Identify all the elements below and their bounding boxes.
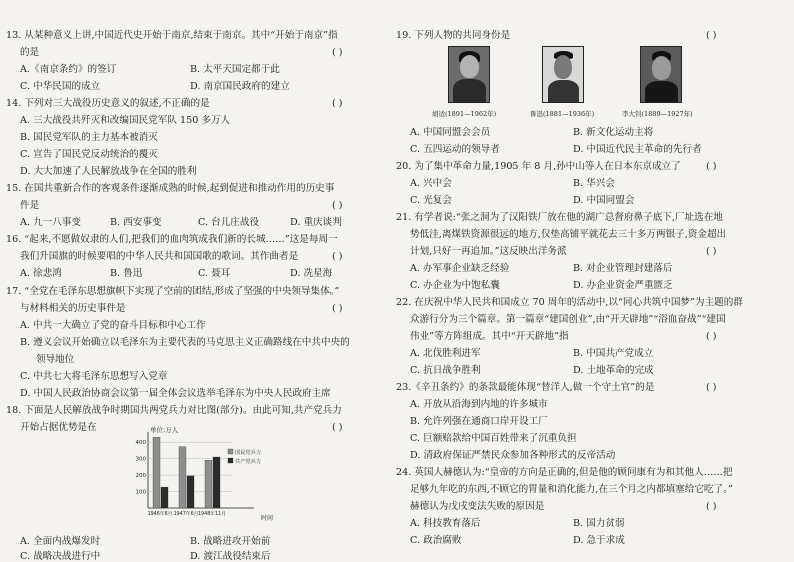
q20-answer-blank[interactable]: ( ): [706, 161, 717, 172]
q22-stem-line1: 22. 在庆祝中华人民共和国成立 70 周年的活动中,以“同心共筑中国梦”为主题的群: [396, 297, 743, 308]
q21-answer-blank[interactable]: ( ): [706, 246, 717, 257]
q23-option-c[interactable]: C. 巨额赔款给中国百姓带来了沉重负担: [410, 433, 577, 444]
q17-stem-line1: 17. “全党在毛泽东思想旗帜下实现了空前的团结,形成了坚强的中央领导集体。”: [6, 286, 340, 297]
q19-answer-blank[interactable]: ( ): [706, 30, 717, 41]
q15-option-a[interactable]: A. 九一八事变: [20, 217, 81, 228]
q24-option-d[interactable]: D. 急于求成: [573, 535, 625, 546]
q16-option-d[interactable]: D. 冼星海: [290, 268, 333, 279]
q19-stem: 19. 下列人物的共同身份是: [396, 30, 511, 41]
q24-stem-line3: 赫德认为戊戌变法失败的原因是: [410, 501, 545, 512]
q23-stem: 23.《辛丑条约》的条款最能体现“替洋人,做一个守土官”的是: [396, 382, 655, 393]
q23-option-a[interactable]: A. 开放从沿海到内地的许多城市: [410, 399, 548, 410]
q18-option-b[interactable]: B. 战略进攻开始前: [190, 536, 271, 547]
q21-option-a[interactable]: A. 办军事企业缺乏经验: [410, 263, 510, 274]
chart-ytick-label: 400: [135, 440, 146, 447]
chart-legend: [228, 448, 261, 465]
portrait-li-dazhao: [640, 46, 682, 103]
chart-bar: [153, 437, 160, 508]
chart-bar: [213, 457, 220, 508]
q22-option-c[interactable]: C. 抗日战争胜利: [410, 365, 481, 376]
q22-stem-line2: 众游行分为三个篇章。第一篇章“建国创业”,由“开天辟地”“浴血奋战”“建国: [410, 314, 726, 325]
q14-stem: 14. 下列对三大战役历史意义的叙述,不正确的是: [6, 98, 210, 109]
q18-option-a[interactable]: A. 全面内战爆发时: [20, 536, 101, 547]
q23-option-b[interactable]: B. 允许列强在通商口岸开设工厂: [410, 416, 548, 427]
q13-option-b[interactable]: B. 太平天国定都于此: [190, 64, 280, 75]
chart-xticks: [148, 510, 226, 517]
q19-option-b[interactable]: B. 新文化运动主将: [573, 127, 654, 138]
q18-option-d[interactable]: D. 渡江战役结束后: [190, 551, 271, 562]
q17-stem-line2: 与材料相关的历史事件是: [20, 303, 126, 314]
portrait-lu-xun: [542, 46, 584, 103]
chart-xtick-label: 1946年6月: [147, 512, 173, 517]
troop-comparison-chart: [124, 424, 282, 524]
q13-stem-line1: 13. 从某种意义上讲,中国近代史开始于南京,结束于南京。其中“开始于南京”指: [6, 30, 338, 41]
q22-option-d[interactable]: D. 土地革命的完成: [573, 365, 654, 376]
q16-stem-line2: 我们升国旗的时候要唱的中华人民共和国国歌的歌词。其作曲者是: [20, 251, 299, 262]
q19-option-a[interactable]: A. 中国同盟会会员: [410, 127, 491, 138]
q15-option-b[interactable]: B. 西安事变: [110, 217, 162, 228]
chart-bar: [179, 447, 186, 508]
chart-bar: [161, 487, 168, 508]
q17-option-d[interactable]: D. 中国人民政治协商会议第一届全体会议选举毛泽东为中央人民政府主席: [20, 388, 331, 399]
q21-stem-line3: 计划,只好一再追加。”这反映出洋务派: [410, 246, 567, 257]
q13-option-c[interactable]: C. 中华民国的成立: [20, 81, 101, 92]
q15-option-c[interactable]: C. 台儿庄战役: [198, 217, 260, 228]
q20-option-a[interactable]: A. 兴中会: [410, 178, 452, 189]
chart-legend-swatch: [228, 458, 233, 463]
q24-stem-line2: 足够九年吃的东西,不顾它的胃量和消化能力,在三个月之内都填塞给它吃了。”: [410, 484, 733, 495]
q14-answer-blank[interactable]: ( ): [332, 98, 343, 109]
q24-option-b[interactable]: B. 国力贫弱: [573, 518, 625, 529]
q14-option-c[interactable]: C. 宣告了国民党反动统治的覆灭: [20, 149, 158, 160]
chart-xlabel: 时间: [261, 515, 274, 522]
chart-bars: [153, 437, 220, 508]
q22-option-b[interactable]: B. 中国共产党成立: [573, 348, 654, 359]
chart-bar: [187, 476, 194, 508]
q15-answer-blank[interactable]: ( ): [332, 200, 343, 211]
q23-answer-blank[interactable]: ( ): [706, 382, 717, 393]
q17-option-a[interactable]: A. 中共一大确立了党的奋斗目标和中心工作: [20, 320, 206, 331]
q20-option-c[interactable]: C. 光复会: [410, 195, 452, 206]
q22-answer-blank[interactable]: ( ): [706, 331, 717, 342]
chart-legend-swatch: [228, 449, 233, 454]
chart-bar: [205, 460, 212, 508]
q21-option-b[interactable]: B. 对企业管理封建落后: [573, 263, 673, 274]
q17-answer-blank[interactable]: ( ): [332, 303, 343, 314]
q17-option-b-line2[interactable]: 领导地位: [36, 354, 75, 365]
chart-ytick-label: 100: [135, 489, 146, 496]
q15-option-d[interactable]: D. 重庆谈判: [290, 217, 342, 228]
q17-option-b-line1[interactable]: B. 遵义会议开始确立以毛泽东为主要代表的马克思主义正确路线在中共中央的: [20, 337, 350, 348]
q16-option-a[interactable]: A. 徐悲鸿: [20, 268, 62, 279]
q18-answer-blank[interactable]: ( ): [332, 422, 343, 433]
q24-stem-line1: 24. 英国人赫德认为:“皇帝的方向是正确的,但是他的顾问康有为和其他人……把: [396, 467, 733, 478]
q17-option-c[interactable]: C. 中共七大将毛泽东思想写入党章: [20, 371, 168, 382]
caption-lu-xun: 鲁迅(1881—1936年): [530, 110, 595, 118]
q13-option-a[interactable]: A.《南京条约》的签订: [20, 64, 117, 75]
chart-ytick-label: 300: [135, 456, 146, 463]
q18-option-c[interactable]: C. 战略决战进行中: [20, 551, 101, 562]
chart-xtick-label: 1948年11月: [198, 512, 226, 517]
q21-option-c[interactable]: C. 办企业为中饱私囊: [410, 280, 500, 291]
q18-stem-line1: 18. 下面是人民解放战争时期国共两党兵力对比图(部分)。由此可知,共产党兵力: [6, 405, 342, 416]
q23-option-d[interactable]: D. 清政府保证严禁民众参加各种形式的反帝活动: [410, 450, 616, 461]
chart-legend-label: 国民党兵力: [235, 450, 261, 456]
q14-option-b[interactable]: B. 国民党军队的主力基本被消灭: [20, 132, 158, 143]
q22-option-a[interactable]: A. 北伐胜利进军: [410, 348, 481, 359]
q22-stem-line3: 伟业”等方阵组成。其中“开天辟地”指: [410, 331, 569, 342]
q15-stem-line1: 15. 在国共重新合作的客观条件逐渐成熟的时候,起到促进和推动作用的历史事: [6, 183, 335, 194]
q21-stem-line1: 21. 有学者说:“张之洞为了汉阳铁厂放在他的湖广总督府鼻子底下,厂址选在地: [396, 212, 723, 223]
q14-option-a[interactable]: A. 三大战役共歼灭和改编国民党军队 150 多万人: [20, 115, 231, 126]
q13-option-d[interactable]: D. 南京国民政府的建立: [190, 81, 290, 92]
chart-legend-label: 共产党兵力: [235, 459, 261, 465]
q14-option-d[interactable]: D. 大大加速了人民解放战争在全国的胜利: [20, 166, 197, 177]
q16-answer-blank[interactable]: ( ): [332, 251, 343, 262]
chart-xtick-label: 1947年6月: [173, 512, 199, 517]
q20-stem: 20. 为了集中革命力量,1905 年 8 月,孙中山等人在日本东京成立了: [396, 161, 681, 172]
caption-hu-shi: 胡适(1891—1962年): [432, 110, 497, 118]
q16-option-c[interactable]: C. 聂耳: [198, 268, 231, 279]
q18-stem-line2: 开始占据优势是在: [20, 422, 97, 433]
q24-option-c[interactable]: C. 政治腐败: [410, 535, 462, 546]
chart-ylabel: 单位:万人: [150, 426, 179, 434]
q19-option-d[interactable]: D. 中国近代民主革命的先行者: [573, 144, 702, 155]
q21-option-d[interactable]: D. 办企业资金严重匮乏: [573, 280, 673, 291]
q19-option-c[interactable]: C. 五四运动的领导者: [410, 144, 500, 155]
q24-answer-blank[interactable]: ( ): [706, 501, 717, 512]
q13-answer-blank[interactable]: ( ): [332, 47, 343, 58]
q16-stem-line1: 16. “起来,不愿做奴隶的人们,把我们的血肉筑成我们新的长城……”这是每周一: [6, 234, 338, 245]
q16-option-b[interactable]: B. 鲁迅: [110, 268, 143, 279]
chart-ytick-label: 200: [135, 473, 146, 480]
chart-svg: [124, 424, 282, 524]
caption-li-dazhao: 李大钊(1889—1927年): [622, 110, 693, 118]
q21-stem-line2: 势低洼,离煤铁资源很远的地方,仅垫高铺平就花去三十多万两银子,资金超出: [410, 229, 727, 240]
q20-option-d[interactable]: D. 中国同盟会: [573, 195, 635, 206]
chart-yticks: [136, 440, 147, 495]
portrait-hu-shi: [448, 46, 490, 103]
q24-option-a[interactable]: A. 科技教育落后: [410, 518, 481, 529]
q20-option-b[interactable]: B. 华兴会: [573, 178, 615, 189]
q15-stem-line2: 件是: [20, 200, 40, 211]
q13-stem-line2: 的是: [20, 47, 40, 58]
